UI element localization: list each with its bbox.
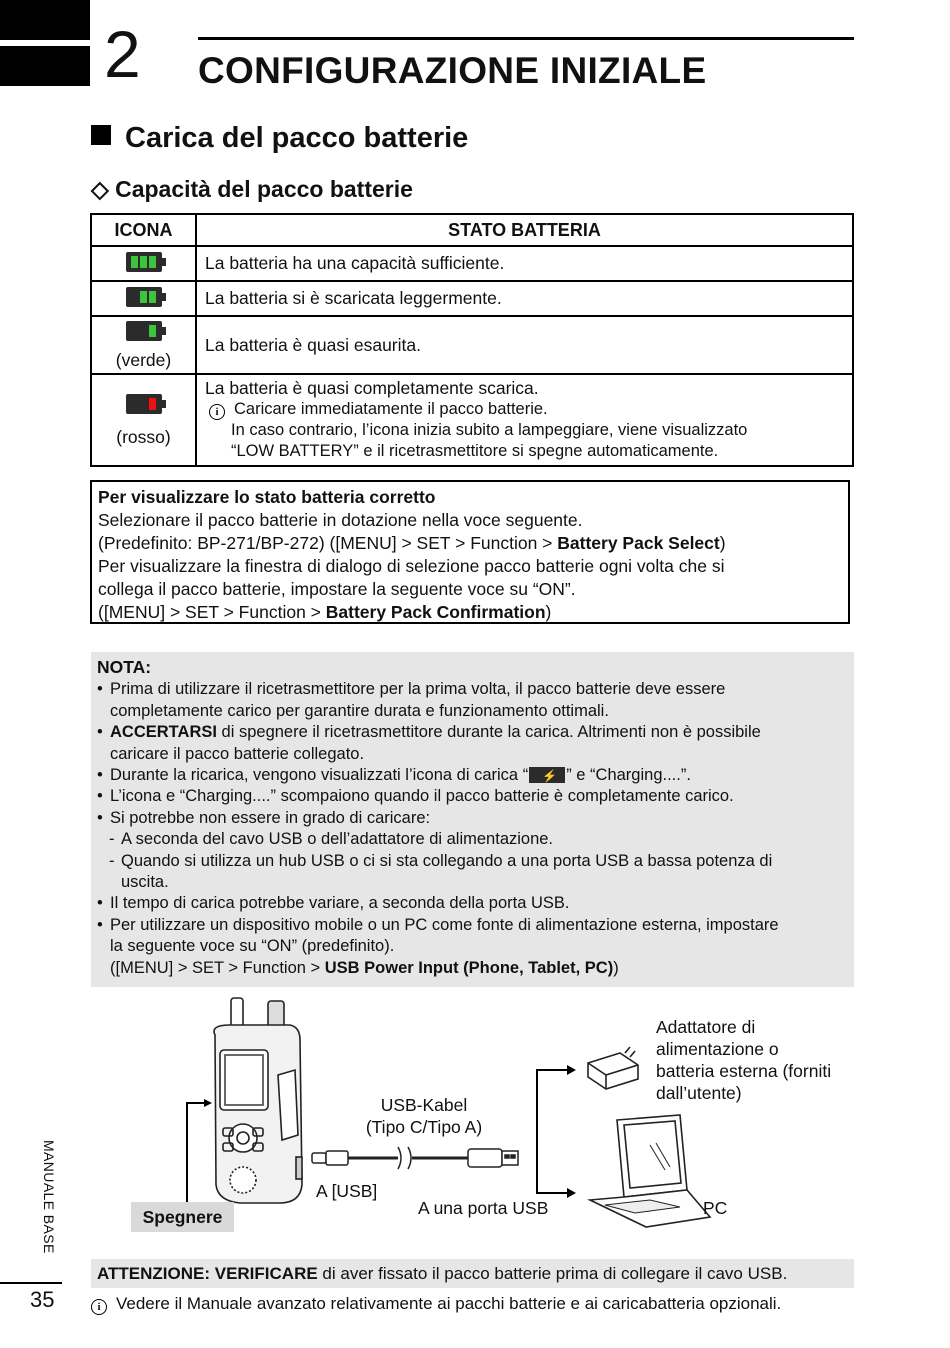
table-row (91, 316, 853, 374)
note-box (91, 652, 854, 987)
list-item: • Per utilizzare un dispositivo mobile o un PC come fonte di alimentazione esterna, impostare la seguente voce su “ON” (predefinito). ([MENU] > SET > Function > USB Power Input (Phone, Tablet, PC)) (97, 915, 779, 977)
chapter-tab-top (0, 0, 90, 40)
usb-cable (312, 1147, 518, 1169)
chapter-tab-bottom (0, 46, 90, 86)
battery-low-red-icon (126, 394, 162, 414)
cable-label: USB-Kabel (Tipo C/Tipo A) (365, 1095, 483, 1137)
page-rule (0, 1282, 62, 1284)
info-line-2: In caso contrario, l’icona inizia subito a lampeggiare, viene visualizzato (231, 421, 748, 439)
attention-bar: ATTENZIONE: VERIFICARE di aver fissato il pacco batterie prima di collegare il cavo USB. (91, 1259, 854, 1288)
box-line: Selezionare il pacco batterie in dotazione nella voce seguente. (98, 510, 583, 530)
adapter-label: Adattatore di alimentazione o batteria esterna (forniti dall’utente) (656, 1017, 832, 1103)
icon-cell (91, 246, 196, 281)
column-header-icon: ICONA (91, 214, 196, 246)
chapter-title: CONFIGURAZIONE INIZIALE (198, 50, 707, 91)
battery-status-box (90, 480, 850, 624)
square-bullet-icon (91, 125, 111, 145)
pc-label: PC (703, 1198, 728, 1218)
info-icon: i (91, 1299, 107, 1315)
box-line: (Predefinito: BP-271/BP-272) ([MENU] > SET > Function > Battery Pack Select) (98, 533, 726, 553)
status-text: La batteria si è scaricata leggermente. (196, 281, 853, 316)
box-line: collega il pacco batterie, impostare la seguente voce su “ON”. (98, 579, 576, 599)
chapter-rule (198, 37, 854, 40)
info-line-3: “LOW BATTERY” e il ricetrasmettitore si spegne automaticamente. (231, 442, 719, 460)
side-label: MANUALE BASE (41, 1140, 57, 1254)
box-line: Per visualizzare la finestra di dialogo di selezione pacco batterie ogni volta che si (98, 556, 725, 576)
table-header-row (91, 214, 853, 246)
sub-list-item: - Quando si utilizza un hub USB o ci si sta collegando a una porta USB a bassa potenza di uscita. (109, 851, 773, 892)
laptop-illustration (590, 1115, 710, 1227)
icon-cell (91, 374, 196, 466)
charging-icon (529, 767, 565, 783)
sub-list-item: - A seconda del cavo USB o dell’adattatore di alimentazione. (109, 830, 554, 849)
section-heading (91, 122, 468, 155)
transceiver-illustration (214, 998, 302, 1203)
info-icon: i (209, 404, 225, 420)
table-row (91, 281, 853, 316)
icon-cell (91, 316, 196, 374)
list-item: • Prima di utilizzare il ricetrasmettitore per la prima volta, il pacco batterie deve essere completamente carico per garantire durata e funzionamento ottimali. (97, 680, 726, 720)
battery-full-icon (126, 252, 162, 272)
note-title: NOTA: (97, 657, 152, 677)
power-off-label: Spegnere (131, 1202, 234, 1232)
battery-one-bar-icon (126, 321, 162, 341)
status-text-cell (196, 374, 853, 466)
chapter-number: 2 (104, 17, 141, 91)
icon-color-note: (rosso) (116, 427, 171, 447)
table-row (91, 246, 853, 281)
usb-jack-label: A [USB] (316, 1181, 378, 1201)
battery-status-table (90, 213, 854, 467)
section-title: Carica del pacco batterie (125, 122, 469, 154)
arrow-to-pc (537, 1158, 570, 1193)
status-text: La batteria è quasi completamente scarica. (205, 378, 539, 398)
list-item: • ACCERTARSI di spegnere il ricetrasmettitore durante la carica. Altrimenti non è possibile caricare il pacco batterie collegato. (97, 723, 761, 763)
list-item: • Si potrebbe non essere in grado di caricare: (97, 808, 431, 827)
power-adapter-illustration (588, 1047, 638, 1089)
footnote: i Vedere il Manuale avanzato relativamente ai pacchi batterie e ai caricabatteria opzionali. (91, 1292, 781, 1316)
usb-port-label: A una porta USB (418, 1198, 549, 1218)
subsection-title: Capacità del pacco batterie (115, 176, 413, 202)
list-item: • L’icona e “Charging....” scompaiono quando il pacco batterie è completamente carico. (97, 787, 734, 806)
icon-cell (91, 281, 196, 316)
diamond-outline-icon: ◇ (91, 176, 109, 202)
box-title: Per visualizzare lo stato batteria corretto (98, 487, 436, 507)
status-text: La batteria è quasi esaurita. (196, 316, 853, 374)
info-line: i Caricare immediatamente il pacco batterie. (205, 399, 844, 420)
column-header-status: STATO BATTERIA (196, 214, 853, 246)
list-item: • Il tempo di carica potrebbe variare, a seconda della porta USB. (97, 894, 570, 913)
subsection-heading (91, 176, 413, 203)
box-line: ([MENU] > SET > Function > Battery Pack Confirmation) (98, 602, 552, 622)
icon-color-note: (verde) (115, 350, 172, 370)
battery-two-bars-icon (126, 287, 162, 307)
table-row (91, 374, 853, 466)
page-number: 35 (30, 1287, 55, 1312)
status-text: La batteria ha una capacità sufficiente. (196, 246, 853, 281)
list-item: • Durante la ricarica, vengono visualizzati l’icona di carica “⚡ ” e “Charging....”. (97, 765, 848, 786)
arrow-to-adapter (537, 1070, 570, 1158)
